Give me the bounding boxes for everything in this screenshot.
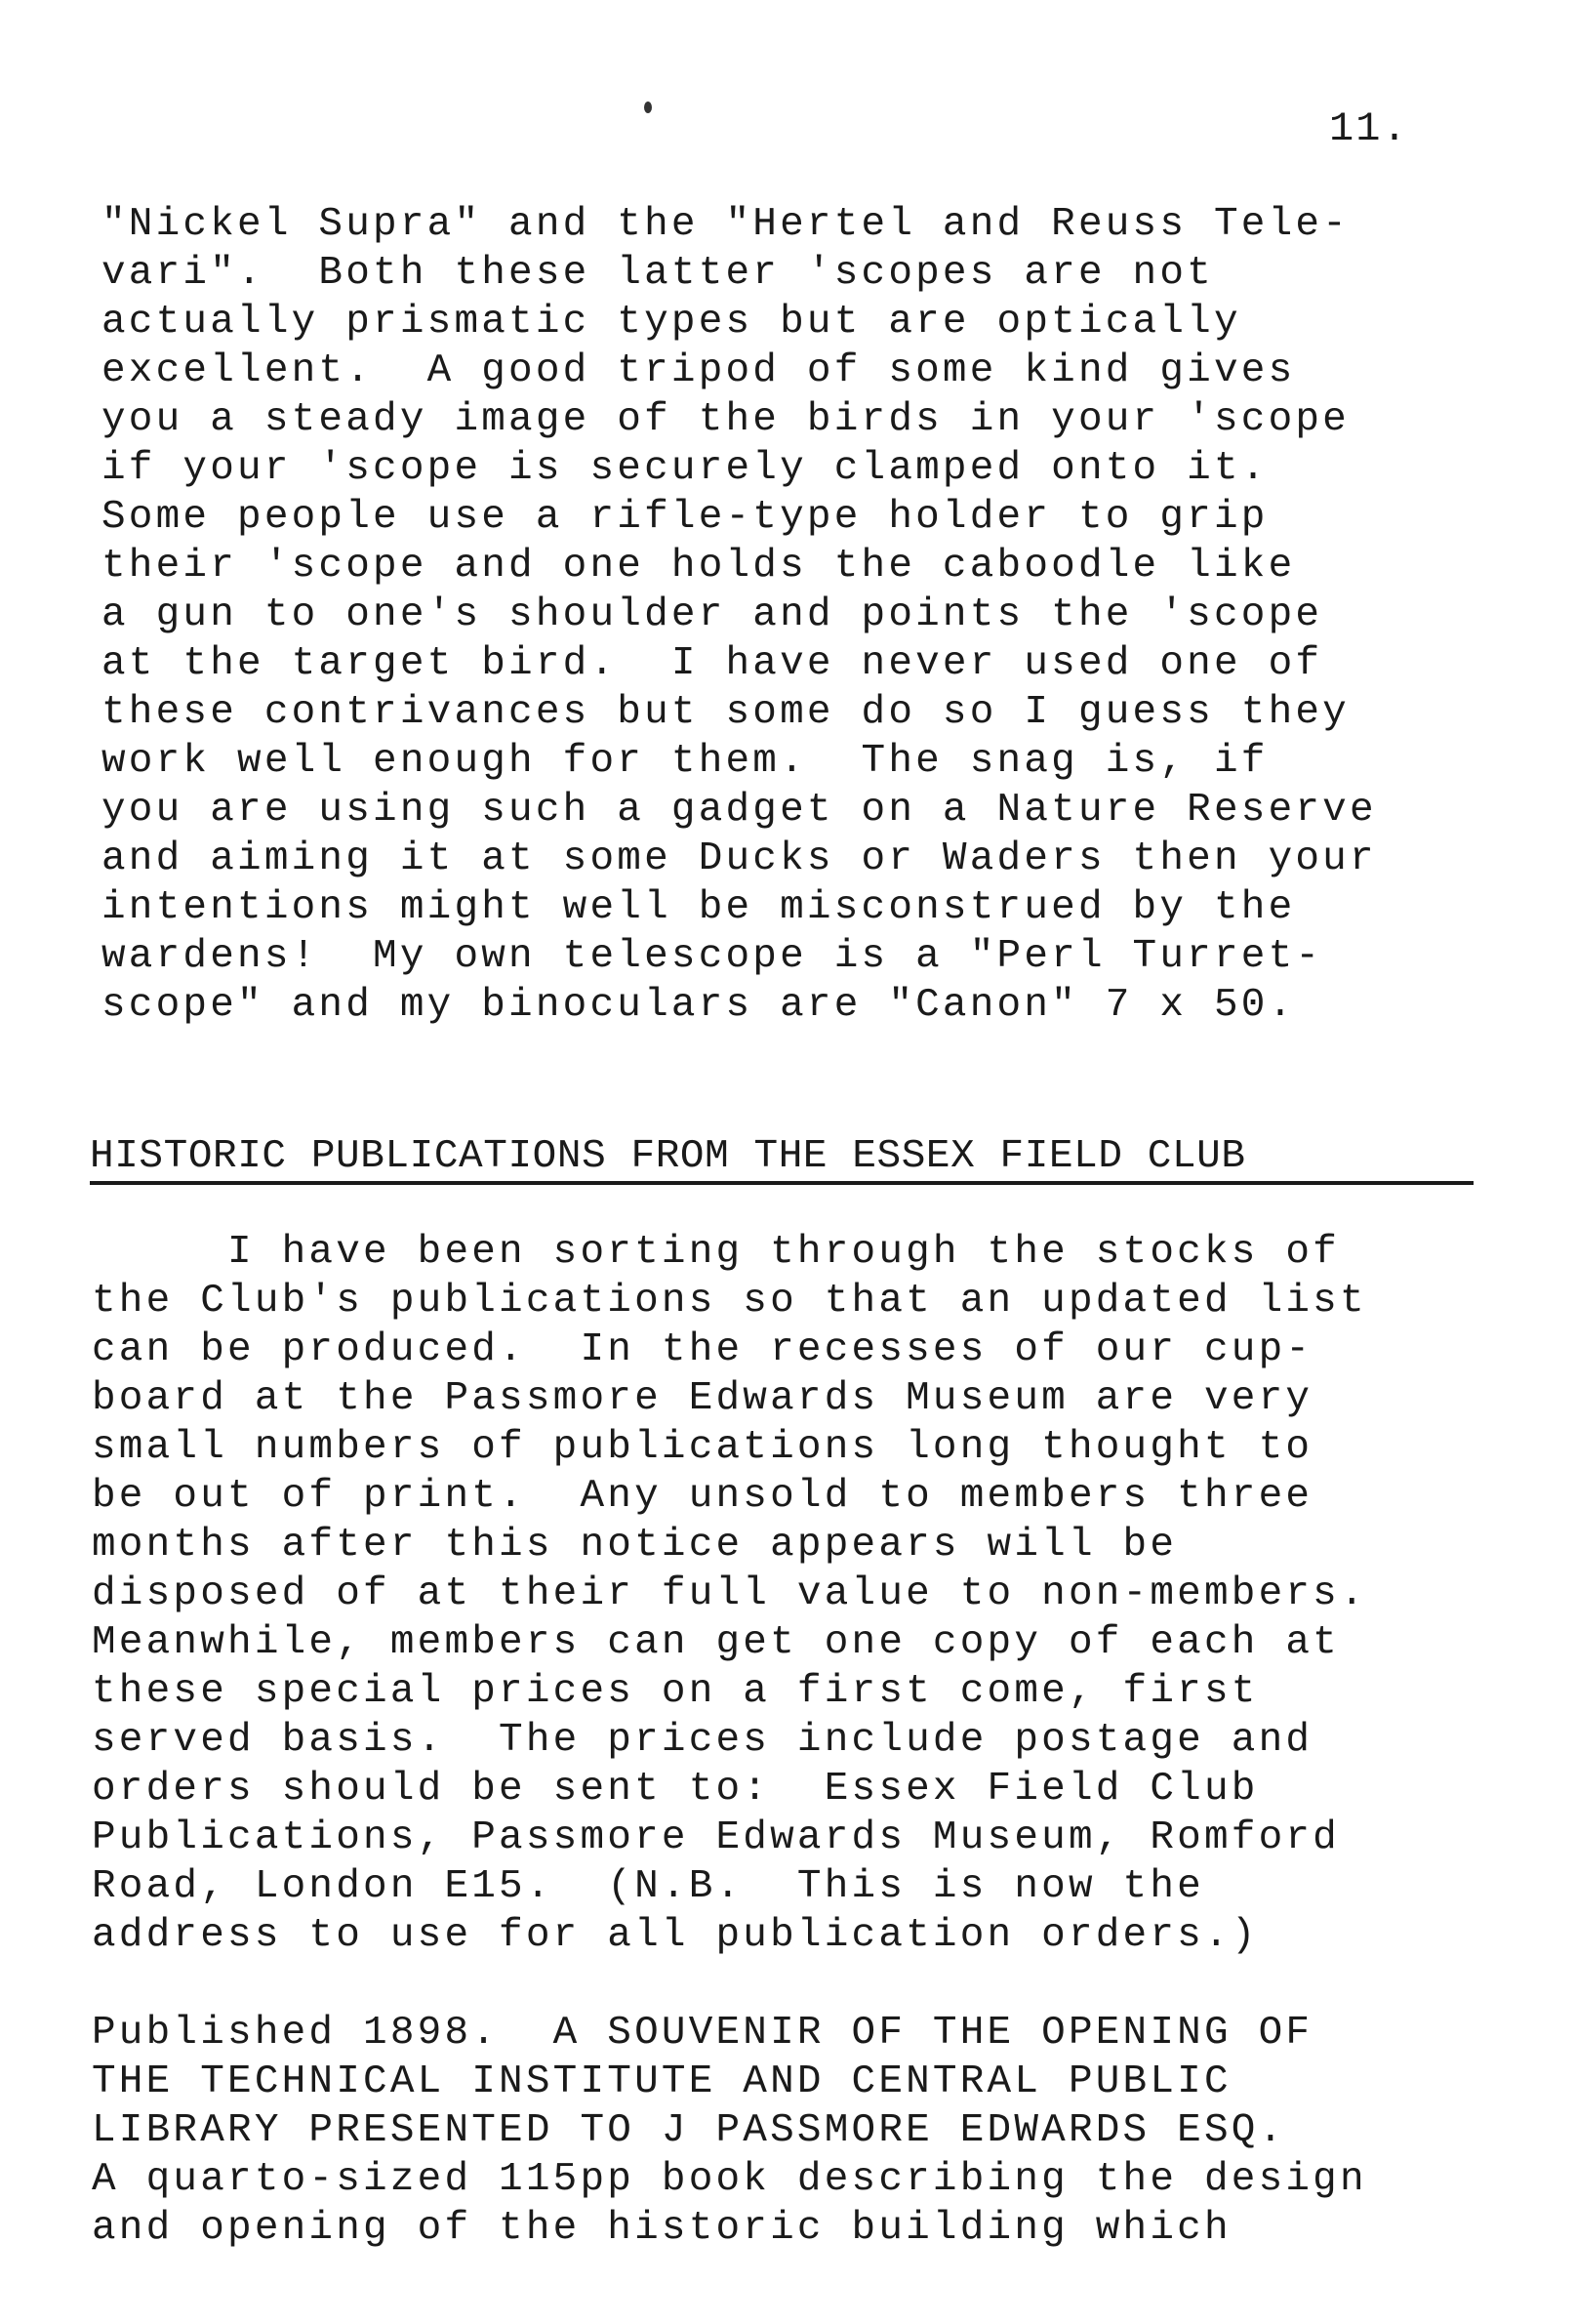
text-line: Published 1898. A SOUVENIR OF THE OPENING OF [92, 2011, 1313, 2056]
text-line: Some people use a rifle-type holder to grip [101, 495, 1269, 540]
publication-entry [92, 2009, 1367, 2253]
text-line: board at the Passmore Edwards Museum are very [92, 1376, 1313, 1421]
text-line: Meanwhile, members can get one copy of each at [92, 1620, 1340, 1665]
text-line: orders should be sent to: Essex Field Club [92, 1767, 1259, 1812]
text-line: scope" and my binoculars are "Canon" 7 x 50. [101, 983, 1296, 1028]
text-line: Publications, Passmore Edwards Museum, Romford [92, 1815, 1340, 1860]
text-line: these special prices on a first come, first [92, 1669, 1259, 1714]
text-line: their 'scope and one holds the caboodle like [101, 544, 1296, 589]
text-line: "Nickel Supra" and the "Hertel and Reuss Tele- [101, 202, 1350, 247]
text-line: I have been sorting through the stocks of [92, 1230, 1340, 1275]
text-line: work well enough for them. The snag is, if [101, 739, 1269, 784]
text-line: months after this notice appears will be [92, 1523, 1178, 1568]
text-line: intentions might well be misconstrued by the [101, 885, 1296, 930]
text-line: address to use for all publication orders.) [92, 1913, 1259, 1958]
text-line: and opening of the historic building which [92, 2206, 1232, 2251]
text-line: disposed of at their full value to non-members. [92, 1571, 1367, 1616]
text-line: excellent. A good tripod of some kind gives [101, 348, 1296, 393]
text-line: at the target bird. I have never used one of [101, 641, 1323, 686]
text-line: A quarto-sized 115pp book describing the design [92, 2157, 1367, 2202]
text-line: Road, London E15. (N.B. This is now the [92, 1864, 1204, 1909]
text-line: actually prismatic types but are optically [101, 300, 1241, 345]
text-line: these contrivances but some do so I guess they [101, 690, 1350, 735]
text-line: vari". Both these latter 'scopes are not [101, 251, 1214, 296]
text-line: be out of print. Any unsold to members three [92, 1474, 1313, 1519]
ink-speck [644, 102, 652, 113]
text-line: small numbers of publications long thought to [92, 1425, 1313, 1470]
page-number: 11. [1329, 105, 1409, 152]
text-line: served basis. The prices include postage and [92, 1718, 1313, 1763]
text-line: wardens! My own telescope is a "Perl Turret- [101, 934, 1323, 979]
text-line: the Club's publications so that an updated list [92, 1279, 1367, 1324]
publications-paragraph [92, 1228, 1367, 1960]
text-line: a gun to one's shoulder and points the 'scope [101, 592, 1323, 637]
text-line: can be produced. In the recesses of our cup- [92, 1327, 1313, 1372]
intro-paragraph [101, 200, 1377, 1030]
text-line: and aiming it at some Ducks or Waders then your [101, 836, 1377, 881]
text-line: you a steady image of the birds in your 'scope [101, 397, 1350, 442]
text-line: THE TECHNICAL INSTITUTE AND CENTRAL PUBLIC [92, 2059, 1232, 2104]
text-line: you are using such a gadget on a Nature Reserve [101, 788, 1377, 833]
text-line: if your 'scope is securely clamped onto it. [101, 446, 1269, 491]
section-heading: HISTORIC PUBLICATIONS FROM THE ESSEX FIELD CLUB [90, 1132, 1474, 1185]
text-line: LIBRARY PRESENTED TO J PASSMORE EDWARDS ESQ. [92, 2108, 1286, 2153]
